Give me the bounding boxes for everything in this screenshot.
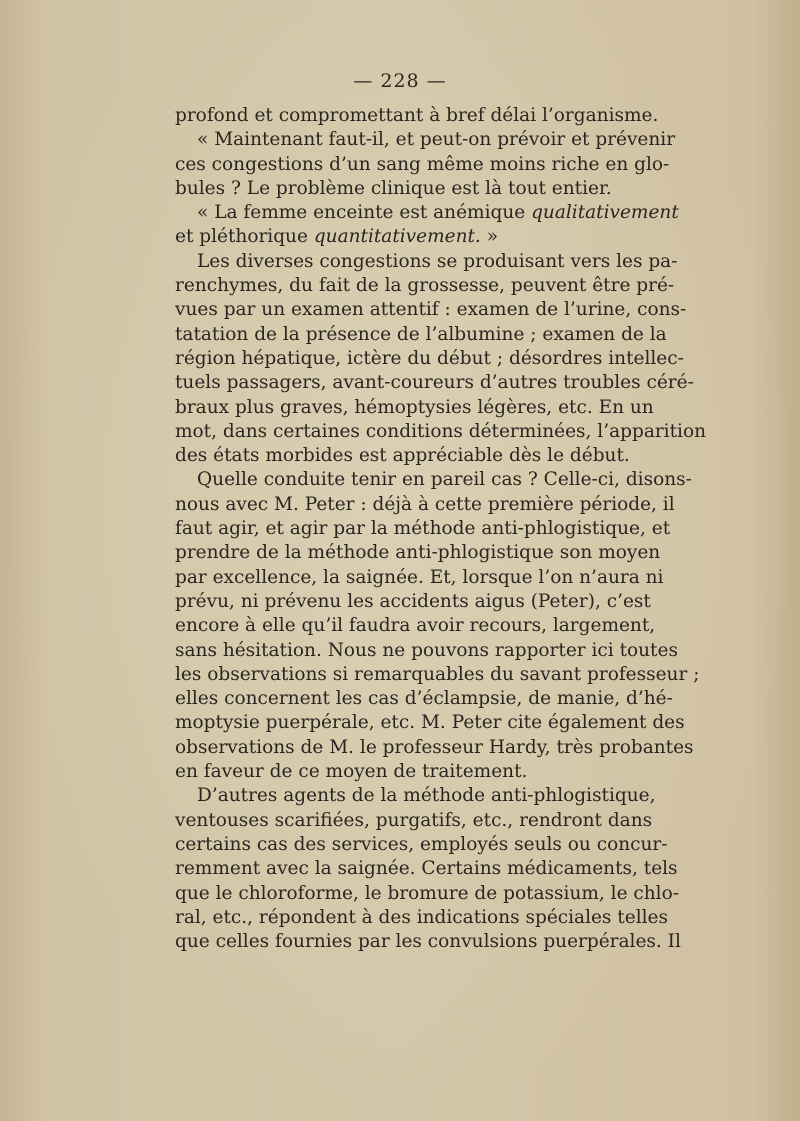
text-line: prévu, ni prévenu les accidents aigus (Peter), c’est <box>175 590 651 612</box>
text-line: les observations si remarquables du savant professeur ; <box>175 663 700 685</box>
page-number: — 228 — <box>353 70 447 92</box>
text-line: renchymes, du fait de la grossesse, peuvent être pré- <box>175 275 675 297</box>
text-line: « Maintenant faut-il, et peut-on prévoir et prévenir <box>197 129 676 151</box>
text-line: Les diverses congestions se produisant vers les pa- <box>197 250 678 272</box>
text-segment: « La femme enceinte est anémique <box>197 202 532 224</box>
text-line: prendre de la méthode anti-phlogistique son moyen <box>175 542 661 564</box>
text-line: que celles fournies par les convulsions puerpérales. Il <box>175 931 681 953</box>
text-line: moptysie puerpérale, etc. M. Peter cite également des <box>175 712 685 734</box>
text-line: bules ? Le problème clinique est là tout entier. <box>175 177 612 199</box>
text-line: des états morbides est appréciable dès le début. <box>175 445 630 467</box>
text-line: mot, dans certaines conditions déterminées, l’apparition <box>175 420 707 442</box>
text-line: ventouses scarifiées, purgatifs, etc., rendront dans <box>175 809 653 831</box>
text-segment: et pléthorique <box>175 226 314 248</box>
text-line: que le chloroforme, le bromure de potassium, le chlo- <box>175 882 679 904</box>
text-line: nous avec M. Peter : déjà à cette première période, il <box>175 493 675 515</box>
text-line: faut agir, et agir par la méthode anti-phlogistique, et <box>175 518 671 540</box>
text-line: en faveur de ce moyen de traitement. <box>175 761 528 783</box>
text-line <box>175 225 643 249</box>
text-line: Quelle conduite tenir en pareil cas ? Celle-ci, disons- <box>197 469 692 491</box>
text-line: ces congestions d’un sang même moins riche en glo- <box>175 153 670 175</box>
text-line: vues par un examen attentif : examen de l’urine, cons- <box>175 299 687 321</box>
text-line: elles concernent les cas d’éclampsie, de manie, d’hé- <box>175 688 673 710</box>
text-line: tatation de la présence de l’albumine ; examen de la <box>175 323 667 345</box>
text-line: remment avec la saignée. Certains médicaments, tels <box>175 858 678 880</box>
text-segment: » <box>480 226 499 248</box>
italic-text: quantitativement. <box>313 226 481 248</box>
text-line <box>175 201 679 225</box>
text-line: par excellence, la saignée. Et, lorsque l’on n’aura ni <box>175 566 664 588</box>
text-line: encore à elle qu’il faudra avoir recours, largement, <box>175 615 656 637</box>
text-line: profond et compromettant à bref délai l’organisme. <box>175 105 659 126</box>
text-line: observations de M. le professeur Hardy, très probantes <box>175 736 694 758</box>
text-line: sans hésitation. Nous ne pouvons rapporter ici toutes <box>175 639 678 661</box>
text-line: certains cas des services, employés seuls ou concur- <box>175 833 668 855</box>
text-line: région hépatique, ictère du début ; désordres intellec- <box>175 347 684 369</box>
text-line: braux plus graves, hémoptysies légères, etc. En un <box>175 396 654 418</box>
text-line: ral, etc., répondent à des indications spéciales telles <box>175 906 668 928</box>
text-line: D’autres agents de la méthode anti-phlogistique, <box>197 785 656 807</box>
body-text <box>175 104 707 954</box>
italic-text: qualitativement <box>531 202 679 224</box>
text-line: tuels passagers, avant-coureurs d’autres troubles céré- <box>175 372 694 394</box>
